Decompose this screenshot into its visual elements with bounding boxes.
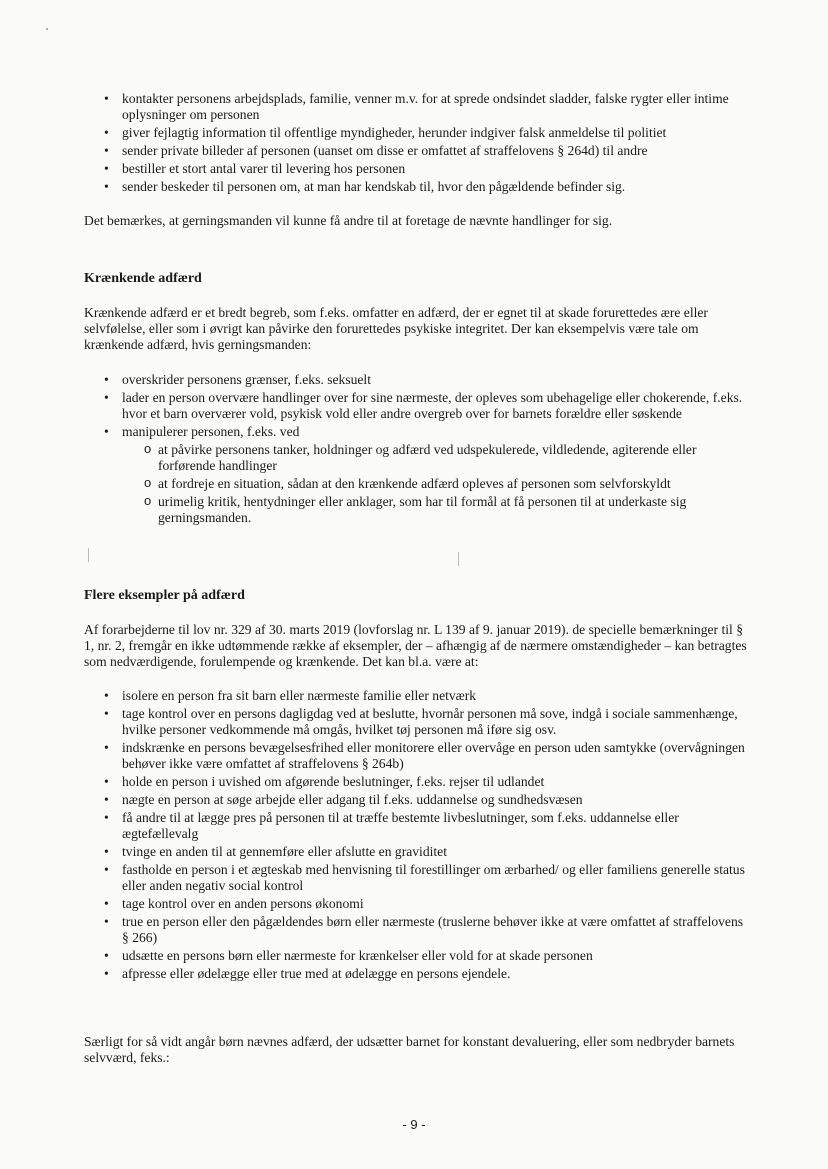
list-item: • sender private billeder af personen (uanset om disse er omfattet af straffelovens § 264d) til andre (84, 143, 749, 159)
list-item: • lader en person overvære handlinger over for sine nærmeste, der opleves som ubehagelige eller chokerende, f.eks. hvor et barn overværer vold, psykisk vold eller andre overgreb over for barnets forældre eller søskende (84, 390, 749, 422)
sub-list-item: o urimelig kritik, hentydninger eller anklager, som har til formål at få personen til at underkaste sig gerningsmanden. (122, 494, 749, 526)
list-item (84, 424, 749, 526)
section3-list-block (84, 688, 749, 984)
section2-intro: Krænkende adfærd er et bredt begreb, som f.eks. omfatter en adfærd, der er egnet til at skade forurettedes ære eller selvfølelse, eller som i øvrigt kan påvirke den forurettedes psykiske integritet. Der kan eksempelvis være tale om krænkende adfærd, hvis gerningsmanden: (84, 305, 708, 352)
list-item: • sender beskeder til personen om, at man har kendskab til, hvor den pågældende befinder sig. (84, 179, 749, 195)
section2-sub-list (122, 442, 749, 526)
section1-bullet-list (84, 91, 749, 195)
sub-list-item: o at påvirke personens tanker, holdninger og adfærd ved udspekulerede, vildledende, agiterende eller forførende handlinger (122, 442, 749, 474)
list-item: • true en person eller den pågældendes børn eller nærmeste (truslerne behøver ikke at være omfattet af straffelovens § 266) (84, 914, 749, 946)
list-item: • isolere en person fra sit barn eller nærmeste familie eller netværk (84, 688, 749, 704)
scan-mark (458, 552, 459, 566)
list-item: • afpresse eller ødelægge eller true med at ødelægge en persons ejendele. (84, 966, 749, 982)
heading-kraenkende-adfaerd: Krænkende adfærd (84, 271, 202, 286)
list-item: • giver fejlagtig information til offentlige myndigheder, herunder indgiver falsk anmeldelse til politiet (84, 125, 749, 141)
list-item: • få andre til at lægge pres på personen til at træffe bestemte livbeslutninger, som f.eks. uddannelse eller ægtefællevalg (84, 810, 749, 842)
list-item: • tage kontrol over en anden persons økonomi (84, 896, 749, 912)
heading-flere-eksempler: Flere eksempler på adfærd (84, 588, 245, 603)
closing-paragraph: Særligt for så vidt angår børn nævnes adfærd, der udsætter barnet for konstant devaluering, eller som nedbryder barnets selvværd, feks.: (84, 1034, 735, 1065)
list-item: • nægte en person at søge arbejde eller adgang til f.eks. uddannelse og sundhedsvæsen (84, 792, 749, 808)
list-item: • tvinge en anden til at gennemføre eller afslutte en graviditet (84, 844, 749, 860)
section1-list-block (84, 91, 749, 197)
list-item: • tage kontrol over en persons dagligdag ved at beslutte, hvornår personen må sove, indgå i sociale sammenhænge, hvilke personer vedkommende må omgås, hvilket tøj personen må iføre sig osv. (84, 706, 749, 738)
list-item: • bestiller et stort antal varer til levering hos personen (84, 161, 749, 177)
page-number: - 9 - (402, 1117, 426, 1132)
sub-list-item: o at fordreje en situation, sådan at den krænkende adfærd opleves af personen som selvforskyldt (122, 476, 749, 492)
list-item: • overskrider personens grænser, f.eks. seksuelt (84, 372, 749, 388)
section2-bullet-list (84, 372, 749, 526)
section2-list-block (84, 372, 749, 528)
list-item: • holde en person i uvished om afgørende beslutninger, f.eks. rejser til udlandet (84, 774, 749, 790)
section3-bullet-list (84, 688, 749, 982)
list-item: • kontakter personens arbejdsplads, familie, venner m.v. for at sprede ondsindet sladder, falske rygter eller intime oplysninger om personen (84, 91, 749, 123)
scan-speck (46, 28, 48, 30)
section1-note: Det bemærkes, at gerningsmanden vil kunne få andre til at foretage de nævnte handlinger for sig. (84, 213, 613, 228)
scan-mark (88, 548, 89, 562)
list-item: • udsætte en persons børn eller nærmeste for krænkelser eller vold for at skade personen (84, 948, 749, 964)
list-item-text: manipulerer personen, f.eks. ved (122, 424, 300, 439)
list-item: • indskrænke en persons bevægelsesfrihed eller monitorere eller overvåge en person uden samtykke (overvågningen behøver ikke være omfattet af straffelovens § 264b) (84, 740, 749, 772)
section3-intro: Af forarbejderne til lov nr. 329 af 30. marts 2019 (lovforslag nr. L 139 af 9. januar 2019). de specielle bemærkninger til § 1, nr. 2, fremgår en ikke udtømmende række af eksempler, der – afhængig af de nærmere omstændigheder – kan betragtes som nedværdigende, forulempende og krænkende. Det kan bl.a. være at: (84, 622, 747, 669)
list-item: • fastholde en person i et ægteskab med henvisning til forestillinger om ærbarhed/ og eller familiens generelle status eller anden negativ social kontrol (84, 862, 749, 894)
